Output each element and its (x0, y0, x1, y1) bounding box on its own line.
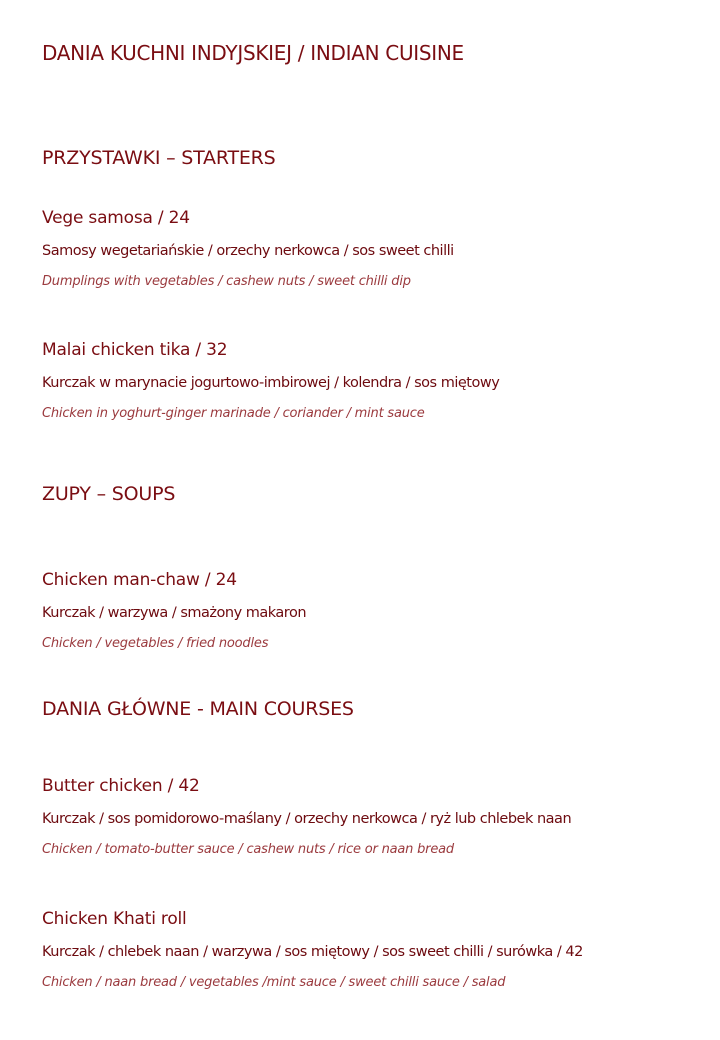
dish-description-pl: Samosy wegetariańskie / orzechy nerkowca / sos sweet chilli (42, 243, 454, 259)
dish-description-pl: Kurczak / chlebek naan / warzywa / sos miętowy / sos sweet chilli / surówka / 42 (42, 944, 583, 960)
dish-description-en: Chicken / vegetables / fried noodles (42, 636, 269, 651)
section-title-soups: ZUPY – SOUPS (42, 483, 176, 505)
dish-name-vege-samosa: Vege samosa / 24 (42, 208, 190, 228)
dish-description-en: Dumplings with vegetables / cashew nuts / sweet chilli dip (42, 274, 411, 289)
dish-name-malai-chicken-tika: Malai chicken tika / 32 (42, 340, 228, 360)
dish-description-pl: Kurczak / sos pomidorowo-maślany / orzechy nerkowca / ryż lub chlebek naan (42, 811, 572, 827)
dish-name-butter-chicken: Butter chicken / 42 (42, 776, 200, 796)
dish-description-en: Chicken / naan bread / vegetables /mint sauce / sweet chilli sauce / salad (42, 975, 506, 990)
dish-description-pl: Kurczak / warzywa / smażony makaron (42, 605, 307, 621)
dish-name-chicken-khati-roll: Chicken Khati roll (42, 909, 187, 929)
dish-description-en: Chicken / tomato-butter sauce / cashew nuts / rice or naan bread (42, 842, 454, 857)
page-title: DANIA KUCHNI INDYJSKIEJ / INDIAN CUISINE (42, 41, 464, 65)
dish-description-en: Chicken in yoghurt-ginger marinade / coriander / mint sauce (42, 406, 425, 421)
section-title-starters: PRZYSTAWKI – STARTERS (42, 147, 276, 169)
dish-name-chicken-man-chaw: Chicken man-chaw / 24 (42, 570, 237, 590)
section-title-main-courses: DANIA GŁÓWNE - MAIN COURSES (42, 698, 354, 720)
dish-description-pl: Kurczak w marynacie jogurtowo-imbirowej / kolendra / sos miętowy (42, 375, 500, 391)
